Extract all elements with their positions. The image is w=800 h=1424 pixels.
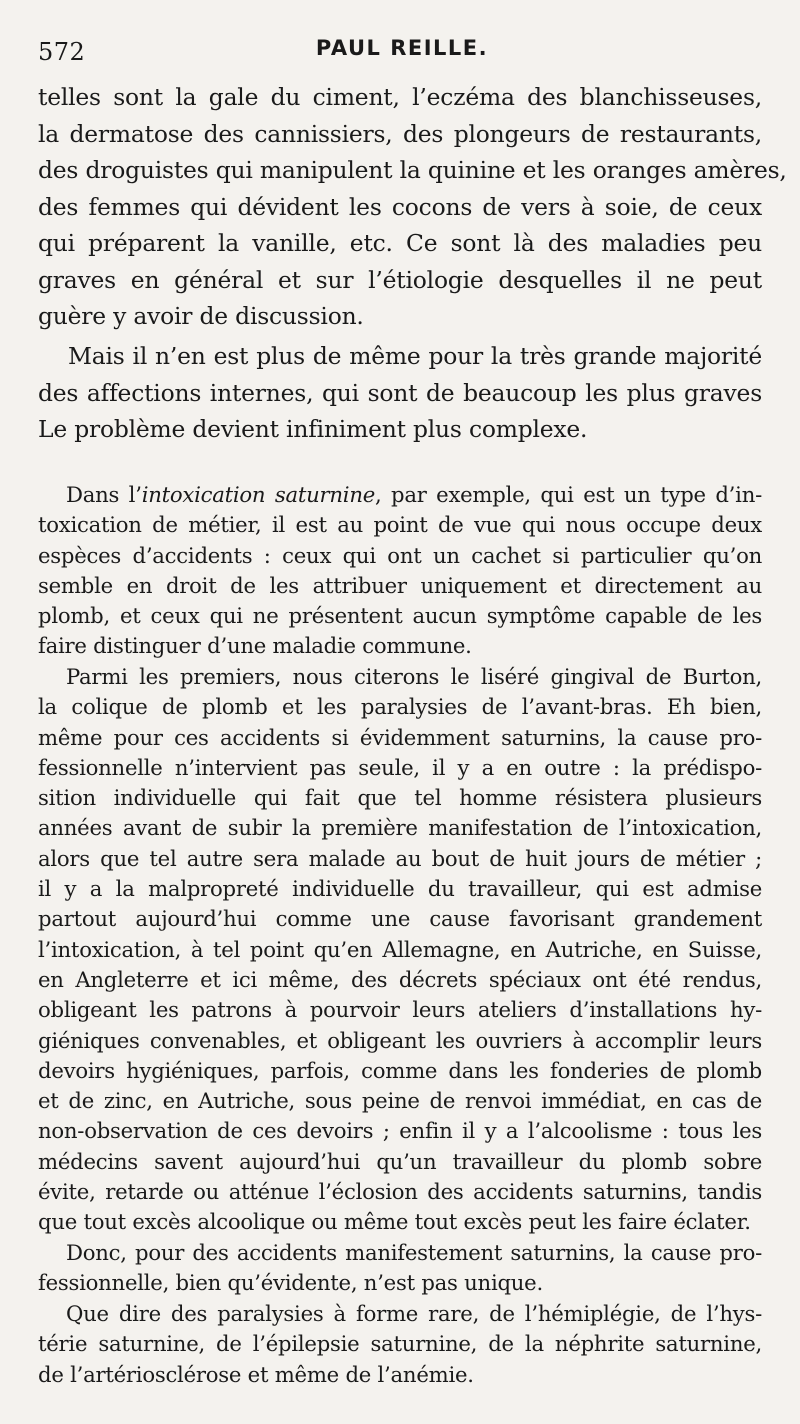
text-line: il y a la malpropreté individuelle du travailleur, qui est admise (38, 876, 762, 902)
text-line: des affections internes, qui sont de beaucoup les plus graves (38, 378, 762, 407)
text-line: devoirs hygiéniques, parfois, comme dans les fonderies de plomb (38, 1057, 762, 1083)
text-line: même pour ces accidents si évidemment saturnins, la cause pro- (38, 724, 762, 750)
text-line: non-observation de ces devoirs ; enfin il y a l’alcoolisme : tous les (38, 1118, 762, 1144)
text-line: évite, retarde ou atténue l’éclosion des accidents saturnins, tandis (38, 1179, 762, 1205)
text-line: et de zinc, en Autriche, sous peine de renvoi immédiat, en cas de (38, 1088, 762, 1114)
text-line: obligeant les patrons à pourvoir leurs ateliers d’installations hy- (38, 997, 762, 1023)
paragraph-conclusion (38, 1238, 762, 1299)
text-line: sition individuelle qui fait que tel homme résistera plusieurs (38, 785, 762, 811)
text-line-with-italic (38, 480, 762, 510)
text-line: en Angleterre et ici même, des décrets spéciaux ont été rendus, (38, 966, 762, 992)
text-line: telles sont la gale du ciment, l’eczéma des blanchisseuses, (38, 83, 762, 111)
text-line: fessionnelle, bien qu’évidente, n’est pas unique. (38, 1270, 543, 1296)
text-line: toxication de métier, il est au point de vue qui nous occupe deux (38, 512, 762, 538)
text-run: , par exemple, qui est un type d’in- (375, 482, 763, 507)
text-line: des droguistes qui manipulent la quinine et les oranges amères, (38, 156, 787, 184)
italic-term: intoxication saturnine (141, 482, 376, 507)
text-line: la dermatose des cannissiers, des plongeurs de restaurants, (38, 119, 762, 148)
running-title: PAUL REILLE. (315, 36, 489, 60)
page-number: 572 (38, 38, 86, 66)
text-line: que tout excès alcoolique ou même tout excès peut les faire éclater. (38, 1209, 751, 1235)
text-line: partout aujourd’hui comme une cause favorisant grandement (38, 906, 762, 932)
text-line: Donc, pour des accidents manifestement saturnins, la cause pro- (66, 1240, 762, 1265)
text-line: de l’artériosclérose et même de l’anémie. (38, 1361, 474, 1387)
text-line: Mais il n’en est plus de même pour la très grande majorité (68, 342, 762, 370)
text-line: guère y avoir de discussion. (38, 302, 364, 330)
text-line: faire distinguer d’une maladie commune. (38, 633, 472, 659)
text-line: semble en droit de les attribuer uniquement et directement au (38, 572, 762, 598)
text-line: Parmi les premiers, nous citerons le liséré gingival de Burton, (66, 664, 762, 689)
paragraph-lead-intoxication (38, 480, 762, 662)
paragraph-internal-affections (38, 338, 762, 448)
paragraph-rare-forms (38, 1299, 762, 1390)
text-line: années avant de subir la première manifestation de l’intoxication, (38, 815, 762, 841)
text-line: Le problème devient infiniment plus complexe. (38, 415, 588, 443)
text-line: l’intoxication, à tel point qu’en Allemagne, en Autriche, en Suisse, (38, 936, 762, 962)
text-line: la colique de plomb et les paralysies de l’avant-bras. Eh bien, (38, 694, 762, 720)
text-line: des femmes qui dévident les cocons de vers à soie, de ceux (38, 192, 762, 221)
text-line: fessionnelle n’intervient pas seule, il y a en outre : la prédispo- (38, 754, 762, 780)
text-line: plomb, et ceux qui ne présentent aucun symptôme capable de les (38, 603, 762, 629)
text-run: Dans l’ (66, 482, 142, 507)
text-line: graves en général et sur l’étiologie desquelles il ne peut (38, 265, 762, 294)
paragraph-first-accidents (38, 662, 762, 1238)
text-line: espèces d’accidents : ceux qui ont un cachet si particulier qu’on (38, 542, 762, 568)
text-line: Que dire des paralysies à forme rare, de l’hémiplégie, de l’hys- (66, 1301, 762, 1326)
text-line: giéniques convenables, et obligeant les ouvriers à accomplir leurs (38, 1027, 762, 1053)
page-header (38, 34, 766, 74)
text-line: médecins savent aujourd’hui qu’un travailleur du plomb sobre (38, 1148, 762, 1174)
text-line: alors que tel autre sera malade au bout de huit jours de métier ; (38, 845, 762, 871)
text-line: térie saturnine, de l’épilepsie saturnine, de la néphrite saturnine, (38, 1331, 762, 1357)
paragraph-continuation (38, 79, 787, 335)
text-line: qui préparent la vanille, etc. Ce sont là des maladies peu (38, 229, 762, 257)
